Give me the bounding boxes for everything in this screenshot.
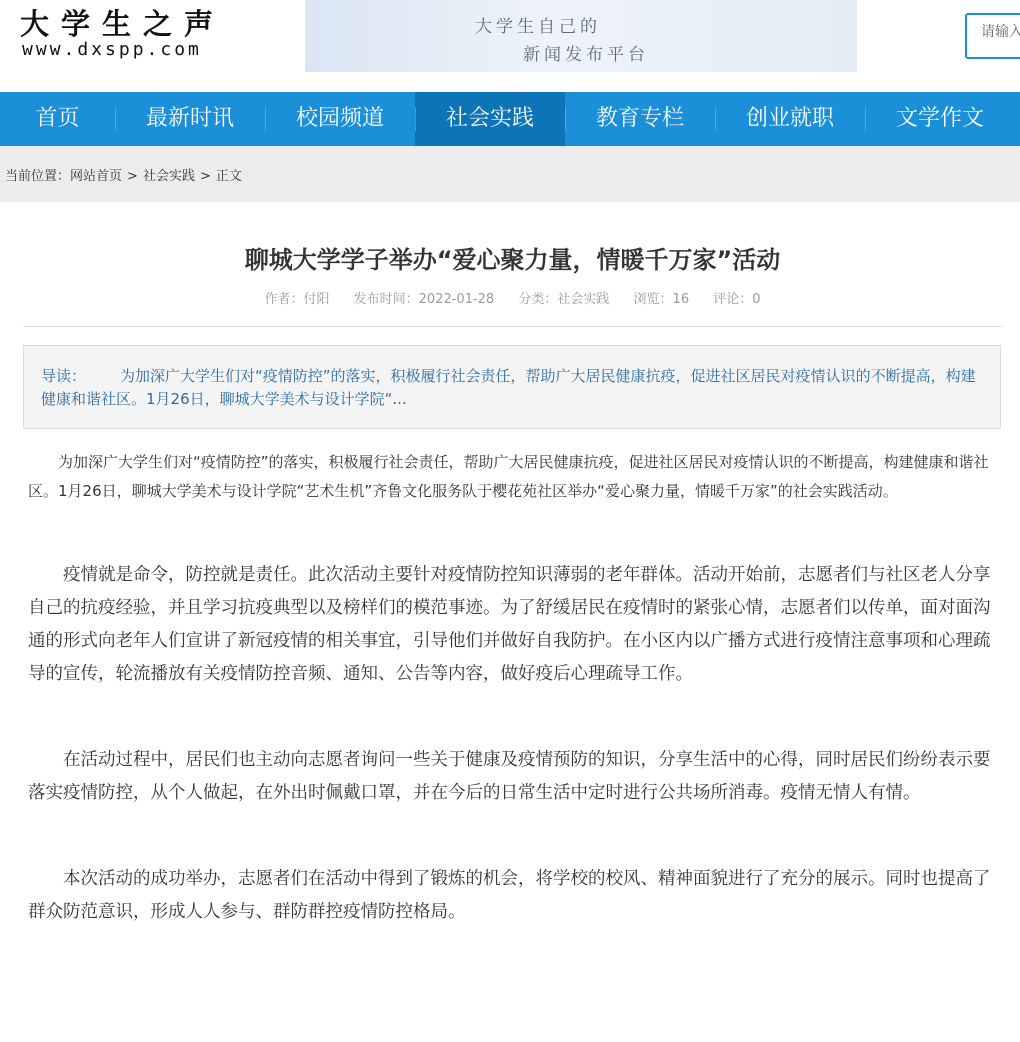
views-label: 浏览： [633,292,673,307]
summary-label: 导读： [41,367,87,385]
publish-date: 2022-01-28 [418,292,495,307]
comments-count: 0 [752,292,761,307]
date-label: 发布时间： [353,292,419,307]
author-label: 作者： [264,292,304,307]
nav-item-education[interactable]: 教育专栏 [565,92,715,146]
comments-label: 评论： [713,292,753,307]
nav-item-home[interactable]: 首页 [35,106,80,131]
site-header [0,0,1020,92]
nav-item-social-practice[interactable]: 社会实践 [415,92,565,146]
site-logo[interactable] [20,8,250,68]
banner-slogan-line1: 大学生自己的 [475,17,601,37]
article-summary [23,345,1001,429]
title-divider [23,326,1003,327]
body-paragraph-1: 为加深广大学生们对“疫情防控”的落实，积极履行社会责任，帮助广大居民健康抗疫，促进社区居民对疫情认识的不断提高，构建健康和谐社区。1月26日，聊城大学美术与设计学院“艺术生机”齐鲁文化服务队于樱花苑社区举办“爱心聚力量，情暖千万家”的社会实践活动。 [28,453,989,500]
nav-item-latest-news[interactable]: 最新时讯 [115,92,265,146]
logo-url: www.dxspp.com [22,39,202,60]
category-label: 分类： [518,292,558,307]
summary-text: 为加深广大学生们对“疫情防控”的落实，积极履行社会责任，帮助广大居民健康抗疫，促进社区居民对疫情认识的不断提高，构建健康和谐社区。1月26日，聊城大学美术与设计学院“... [41,367,976,408]
search-input[interactable] [979,23,1020,41]
nav-item-campus[interactable]: 校园频道 [265,92,415,146]
header-banner [305,0,857,72]
breadcrumb [5,165,242,184]
category-value: 社会实践 [557,292,610,307]
breadcrumb-home-link[interactable]: 网站首页 [70,169,123,184]
breadcrumb-bar [0,146,1020,202]
article-container [5,202,1020,1042]
nav-item-career[interactable]: 创业就职 [715,92,865,146]
nav-item-literature[interactable]: 文学作文 [865,92,1015,146]
main-nav [0,92,1020,146]
views-count: 16 [672,292,690,307]
article-meta [5,288,1020,307]
article-body [28,448,1004,929]
search-box[interactable] [965,13,1020,59]
author-name: 付阳 [303,292,330,307]
body-paragraph-2: 疫情就是命令，防控就是责任。此次活动主要针对疫情防控知识薄弱的老年群体。活动开始前，志愿者们与社区老人分享自己的抗疫经验，并且学习抗疫典型以及榜样们的模范事迹。为了舒缓居民在疫情时的紧张心情，志愿者们以传单，面对面沟通的形式向老年人们宣讲了新冠疫情的相关事宜，引导他们并做好自我防护。在小区内以广播方式进行疫情注意事项和心理疏导的宣传，轮流播放有关疫情防控音频、通知、公告等内容，做好疫后心理疏导工作。 [28,565,991,684]
breadcrumb-category-link[interactable]: 社会实践 [142,169,195,184]
article-title: 聊城大学学子举办“爱心聚力量，情暖千万家”活动 [244,246,781,274]
banner-slogan-line2: 新闻发布平台 [523,45,649,65]
breadcrumb-prefix: 当前位置： [5,169,71,184]
body-paragraph-3: 在活动过程中，居民们也主动向志愿者询问一些关于健康及疫情预防的知识，分享生活中的心得，同时居民们纷纷表示要落实疫情防控，从个人做起，在外出时佩戴口罩，并在今后的日常生活中定时进行公共场所消毒。疫情无情人有情。 [28,750,991,803]
breadcrumb-separator: > [127,169,138,184]
body-paragraph-4: 本次活动的成功举办，志愿者们在活动中得到了锻炼的机会，将学校的校风、精神面貌进行了充分的展示。同时也提高了群众防范意识，形成人人参与、群防群控疫情防控格局。 [28,869,991,922]
breadcrumb-separator: > [199,169,211,184]
breadcrumb-current: 正文 [215,169,242,184]
logo-title: 大学生之声 [20,7,226,41]
